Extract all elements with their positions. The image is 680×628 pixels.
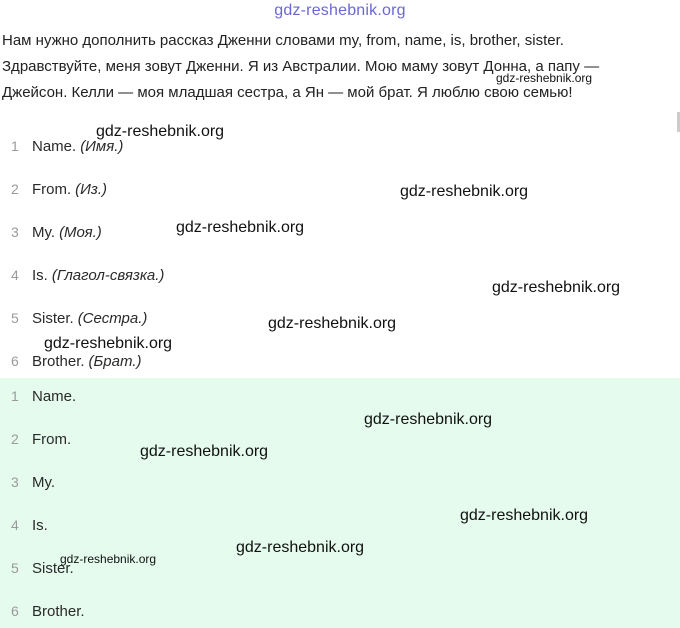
item-number: 1 bbox=[11, 138, 19, 154]
item-word: Sister. bbox=[32, 559, 74, 577]
watermark: gdz-reshebnik.org bbox=[492, 279, 621, 296]
list-item bbox=[0, 306, 147, 330]
watermark: gdz-reshebnik.org bbox=[460, 507, 589, 524]
answer-list bbox=[0, 378, 680, 628]
watermark: gdz-reshebnik.org bbox=[364, 411, 493, 428]
item-number: 2 bbox=[11, 181, 19, 197]
item-word: Name. bbox=[32, 137, 77, 155]
task-instruction: Нам нужно дополнить рассказ Дженни словами my, from, name, is, brother, sister. bbox=[2, 32, 564, 49]
item-word: From. bbox=[32, 430, 72, 448]
item-word: My. bbox=[32, 223, 56, 241]
item-translation: (Сестра.) bbox=[77, 309, 148, 327]
item-number: 3 bbox=[11, 224, 19, 240]
item-word: Is. bbox=[32, 516, 48, 534]
watermark: gdz-reshebnik.org bbox=[60, 552, 157, 566]
watermark: gdz-reshebnik.org bbox=[176, 219, 305, 236]
item-number: 4 bbox=[11, 517, 19, 533]
item-number: 2 bbox=[11, 431, 19, 447]
item-word: My. bbox=[32, 473, 56, 491]
watermark: gdz-reshebnik.org bbox=[236, 539, 365, 556]
list-item bbox=[0, 599, 85, 623]
site-header-link[interactable]: gdz-reshebnik.org bbox=[274, 2, 406, 19]
list-item bbox=[0, 220, 102, 244]
list-item bbox=[0, 470, 55, 494]
story-line-1: Здравствуйте, меня зовут Дженни. Я из Австралии. Мою маму зовут Донна, а папу — bbox=[2, 58, 600, 75]
item-number: 5 bbox=[11, 310, 19, 326]
item-word: Brother. bbox=[32, 352, 85, 370]
list-item bbox=[0, 427, 71, 451]
watermark: gdz-reshebnik.org bbox=[96, 123, 225, 140]
item-number: 6 bbox=[11, 353, 19, 369]
item-word: Name. bbox=[32, 387, 77, 405]
list-item bbox=[0, 513, 48, 537]
item-word: Is. bbox=[32, 266, 48, 284]
watermark: gdz-reshebnik.org bbox=[44, 335, 173, 352]
item-word: From. bbox=[32, 180, 72, 198]
item-word: Brother. bbox=[32, 602, 85, 620]
item-translation: (Из.) bbox=[75, 180, 108, 198]
watermark: gdz-reshebnik.org bbox=[400, 183, 529, 200]
list-item bbox=[0, 263, 164, 287]
item-translation: (Имя.) bbox=[80, 137, 124, 155]
story-line-2: Джейсон. Келли — моя младшая сестра, а Ян — мой брат. Я люблю свою семью! bbox=[2, 84, 573, 101]
item-number: 1 bbox=[11, 388, 19, 404]
task-intro bbox=[2, 28, 678, 106]
item-translation: (Глагол-связка.) bbox=[51, 266, 165, 284]
list-item bbox=[0, 177, 107, 201]
item-number: 4 bbox=[11, 267, 19, 283]
item-translation: (Брат.) bbox=[88, 352, 142, 370]
item-number: 6 bbox=[11, 603, 19, 619]
watermark: gdz-reshebnik.org bbox=[140, 443, 269, 460]
item-number: 5 bbox=[11, 560, 19, 576]
item-translation: (Моя.) bbox=[59, 223, 102, 241]
item-word: Sister. bbox=[32, 309, 74, 327]
watermark: gdz-reshebnik.org bbox=[268, 315, 397, 332]
item-number: 3 bbox=[11, 474, 19, 490]
watermark: gdz-reshebnik.org bbox=[496, 71, 593, 85]
list-item bbox=[0, 384, 76, 408]
